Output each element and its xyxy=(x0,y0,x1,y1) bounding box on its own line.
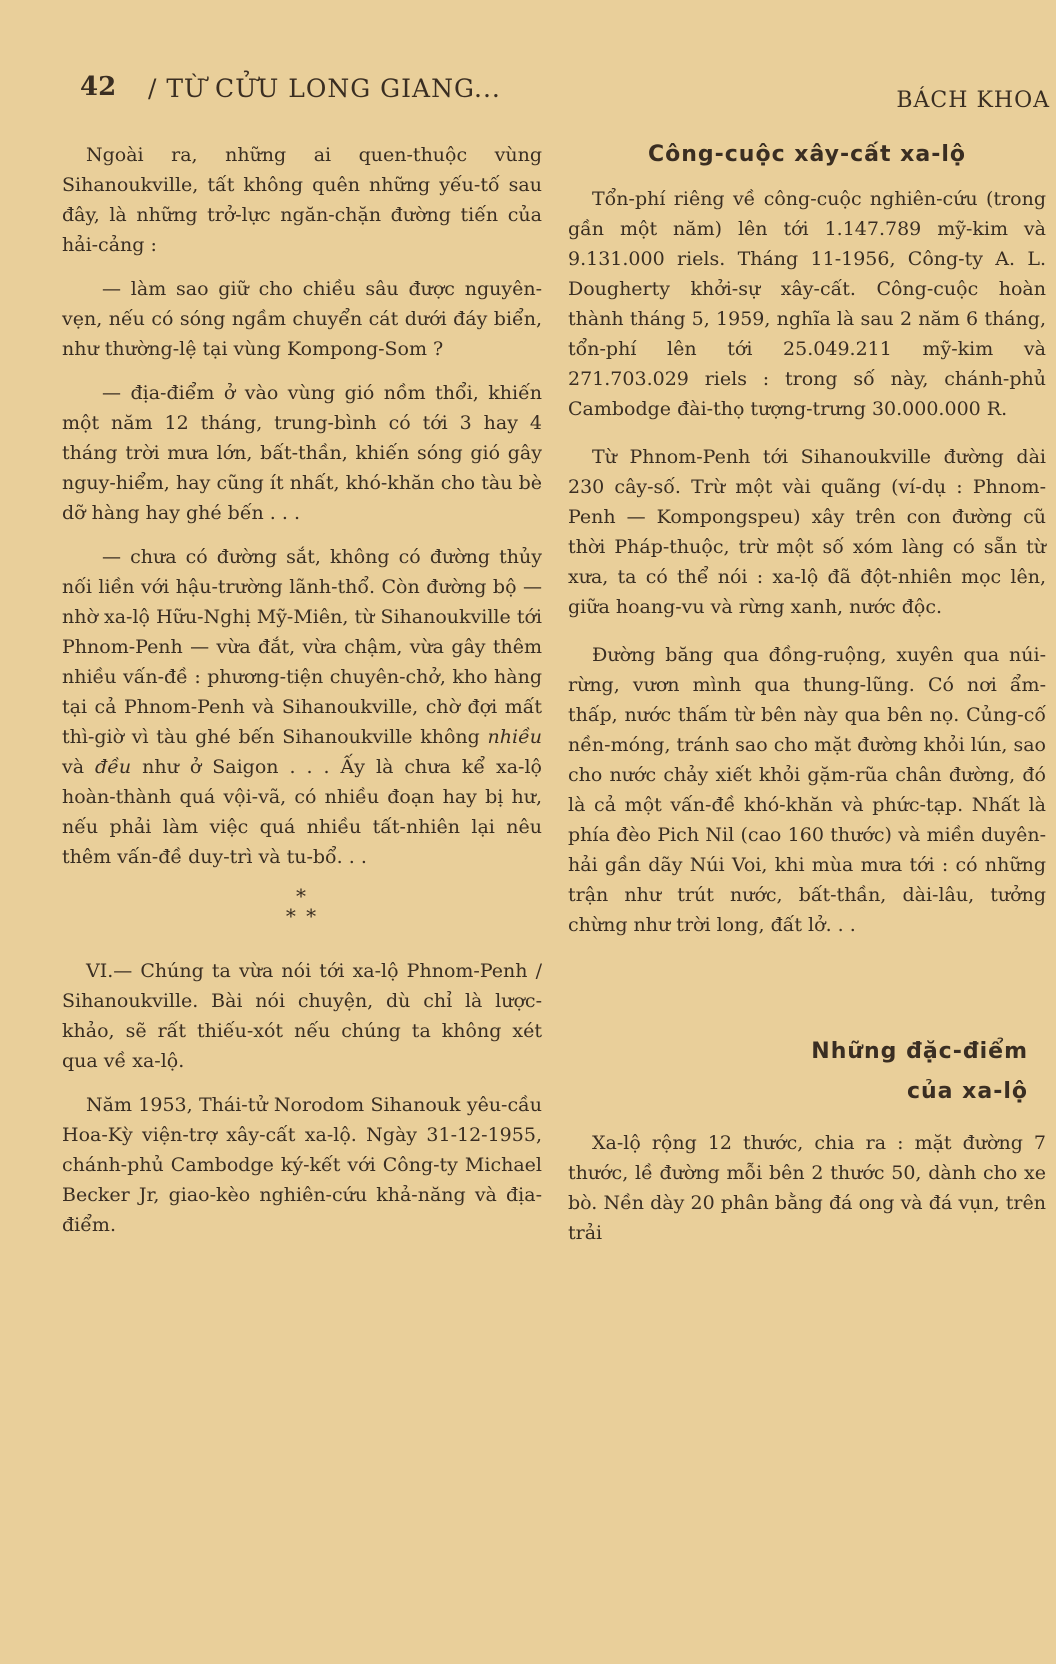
paragraph: Xa-lộ rộng 12 thước, chia ra : mặt đường 7 thước, lề đường mỗi bên 2 thước 50, dành cho xe bò. Nền dày 20 phân bằng đá ong và đá vụn, trên trải xyxy=(568,1132,1046,1244)
paragraph: Năm 1953, Thái-tử Norodom Sihanouk yêu-cầu Hoa-Kỳ viện-trợ xây-cất xa-lộ. Ngày 31-12-1955, chánh-phủ Cambodge ký-kết với Công-ty Michael Becker Jr, giao-kèo nghiên-cứu khả-năng và địa-điểm. xyxy=(62,1094,542,1236)
paragraph: — địa-điểm ở vào vùng gió nồm thổi, khiến một năm 12 tháng, trung-bình có tới 3 hay 4 tháng trời mưa lớn, bất-thần, khiến sóng gió gây nguy-hiểm, hay cũng ít nhất, khó-khăn cho tàu bè dỡ hàng hay ghé bến . . . xyxy=(62,382,542,524)
paragraph: Đường băng qua đồng-ruộng, xuyên qua núi-rừng, vươn mình qua thung-lũng. Có nơi ẩm-thấp, nước thấm từ bên này qua bên nọ. Củng-cố nền-móng, tránh sao cho mặt đường khỏi lún, sao cho nước chảy xiết khỏi gặm-rũa chân đường, đó là cả một vấn-đề khó-khăn và phức-tạp. Nhất là phía đèo Pich Nil (cao 160 thước) và miền duyên-hải gần dãy Núi Voi, khi mùa mưa tới : có những trận như trút nước, bất-thần, dài-lâu, tưởng chừng như trời long, đất lở. . . xyxy=(568,644,1046,936)
section-heading: Những đặc-điểm của xa-lộ xyxy=(811,1039,1028,1104)
right-column xyxy=(568,140,1046,1262)
emphasis: đều xyxy=(95,756,132,778)
running-title: / TỪ CỬU LONG GIANG... xyxy=(148,74,501,103)
section-separator: * * * xyxy=(285,884,319,928)
left-column xyxy=(62,140,542,1254)
page-number: 42 xyxy=(80,72,117,102)
paragraph: VI.— Chúng ta vừa nói tới xa-lộ Phnom-Penh / Sihanoukville. Bài nói chuyện, dù chỉ là lược-khảo, sẽ rất thiếu-xót nếu chúng ta không xét qua về xa-lộ. xyxy=(62,960,542,1072)
paragraph: Từ Phnom-Penh tới Sihanoukville đường dài 230 cây-số. Trừ một vài quãng (ví-dụ : Phnom-Penh — Kompongspeu) xây trên con đường cũ thời Pháp-thuộc, trừ một số xóm làng có sẵn từ xưa, ta có thể nói : xa-lộ đã đột-nhiên mọc lên, giữa hoang-vu và rừng xanh, nước độc. xyxy=(568,446,1046,618)
running-header xyxy=(0,72,1056,112)
section-heading: Công-cuộc xây-cất xa-lộ xyxy=(647,142,967,167)
paragraph: — chưa có đường sắt, không có đường thủy nối liền với hậu-trường lãnh-thổ. Còn đường bộ — nhờ xa-lộ Hữu-Nghị Mỹ-Miên, từ Sihanoukville tới Phnom-Penh — vừa đắt, vừa chậm, vừa gây thêm nhiều vấn-đề : phương-tiện chuyên-chở, kho hàng tại cả Phnom-Penh và Sihanoukville, chờ đợi mất thì-giờ vì tàu ghé bến Sihanoukville không nhiều và đều như ở Saigon . . . Ấy là chưa kể xa-lộ hoàn-thành quá vội-vã, có nhiều đoạn hay bị hư, nếu phải làm việc quá nhiều tất-nhiên lại nêu thêm vấn-đề duy-trì và tu-bổ. . . xyxy=(62,546,542,868)
emphasis: nhiều xyxy=(487,726,542,748)
paragraph: — làm sao giữ cho chiều sâu được nguyên-vẹn, nếu có sóng ngầm chuyển cát dưới đáy biển, như thường-lệ tại vùng Kompong-Som ? xyxy=(62,278,542,360)
paragraph: Tổn-phí riêng về công-cuộc nghiên-cứu (trong gần một năm) lên tới 1.147.789 mỹ-kim và 9.131.000 riels. Tháng 11-1956, Công-ty A. L. Dougherty khởi-sự xây-cất. Công-cuộc hoàn thành tháng 5, 1959, nghĩa là sau 2 năm 6 tháng, tổn-phí lên tới 25.049.211 mỹ-kim và 271.703.029 riels : trong số này, chánh-phủ Cambodge đài-thọ tượng-trưng 30.000.000 R. xyxy=(568,188,1046,420)
magazine-name: BÁCH KHOA xyxy=(896,88,1050,113)
paragraph: Ngoài ra, những ai quen-thuộc vùng Sihanoukville, tất không quên những yếu-tố sau đây, là những trở-lực ngăn-chặn đường tiến của hải-cảng : xyxy=(62,144,542,256)
